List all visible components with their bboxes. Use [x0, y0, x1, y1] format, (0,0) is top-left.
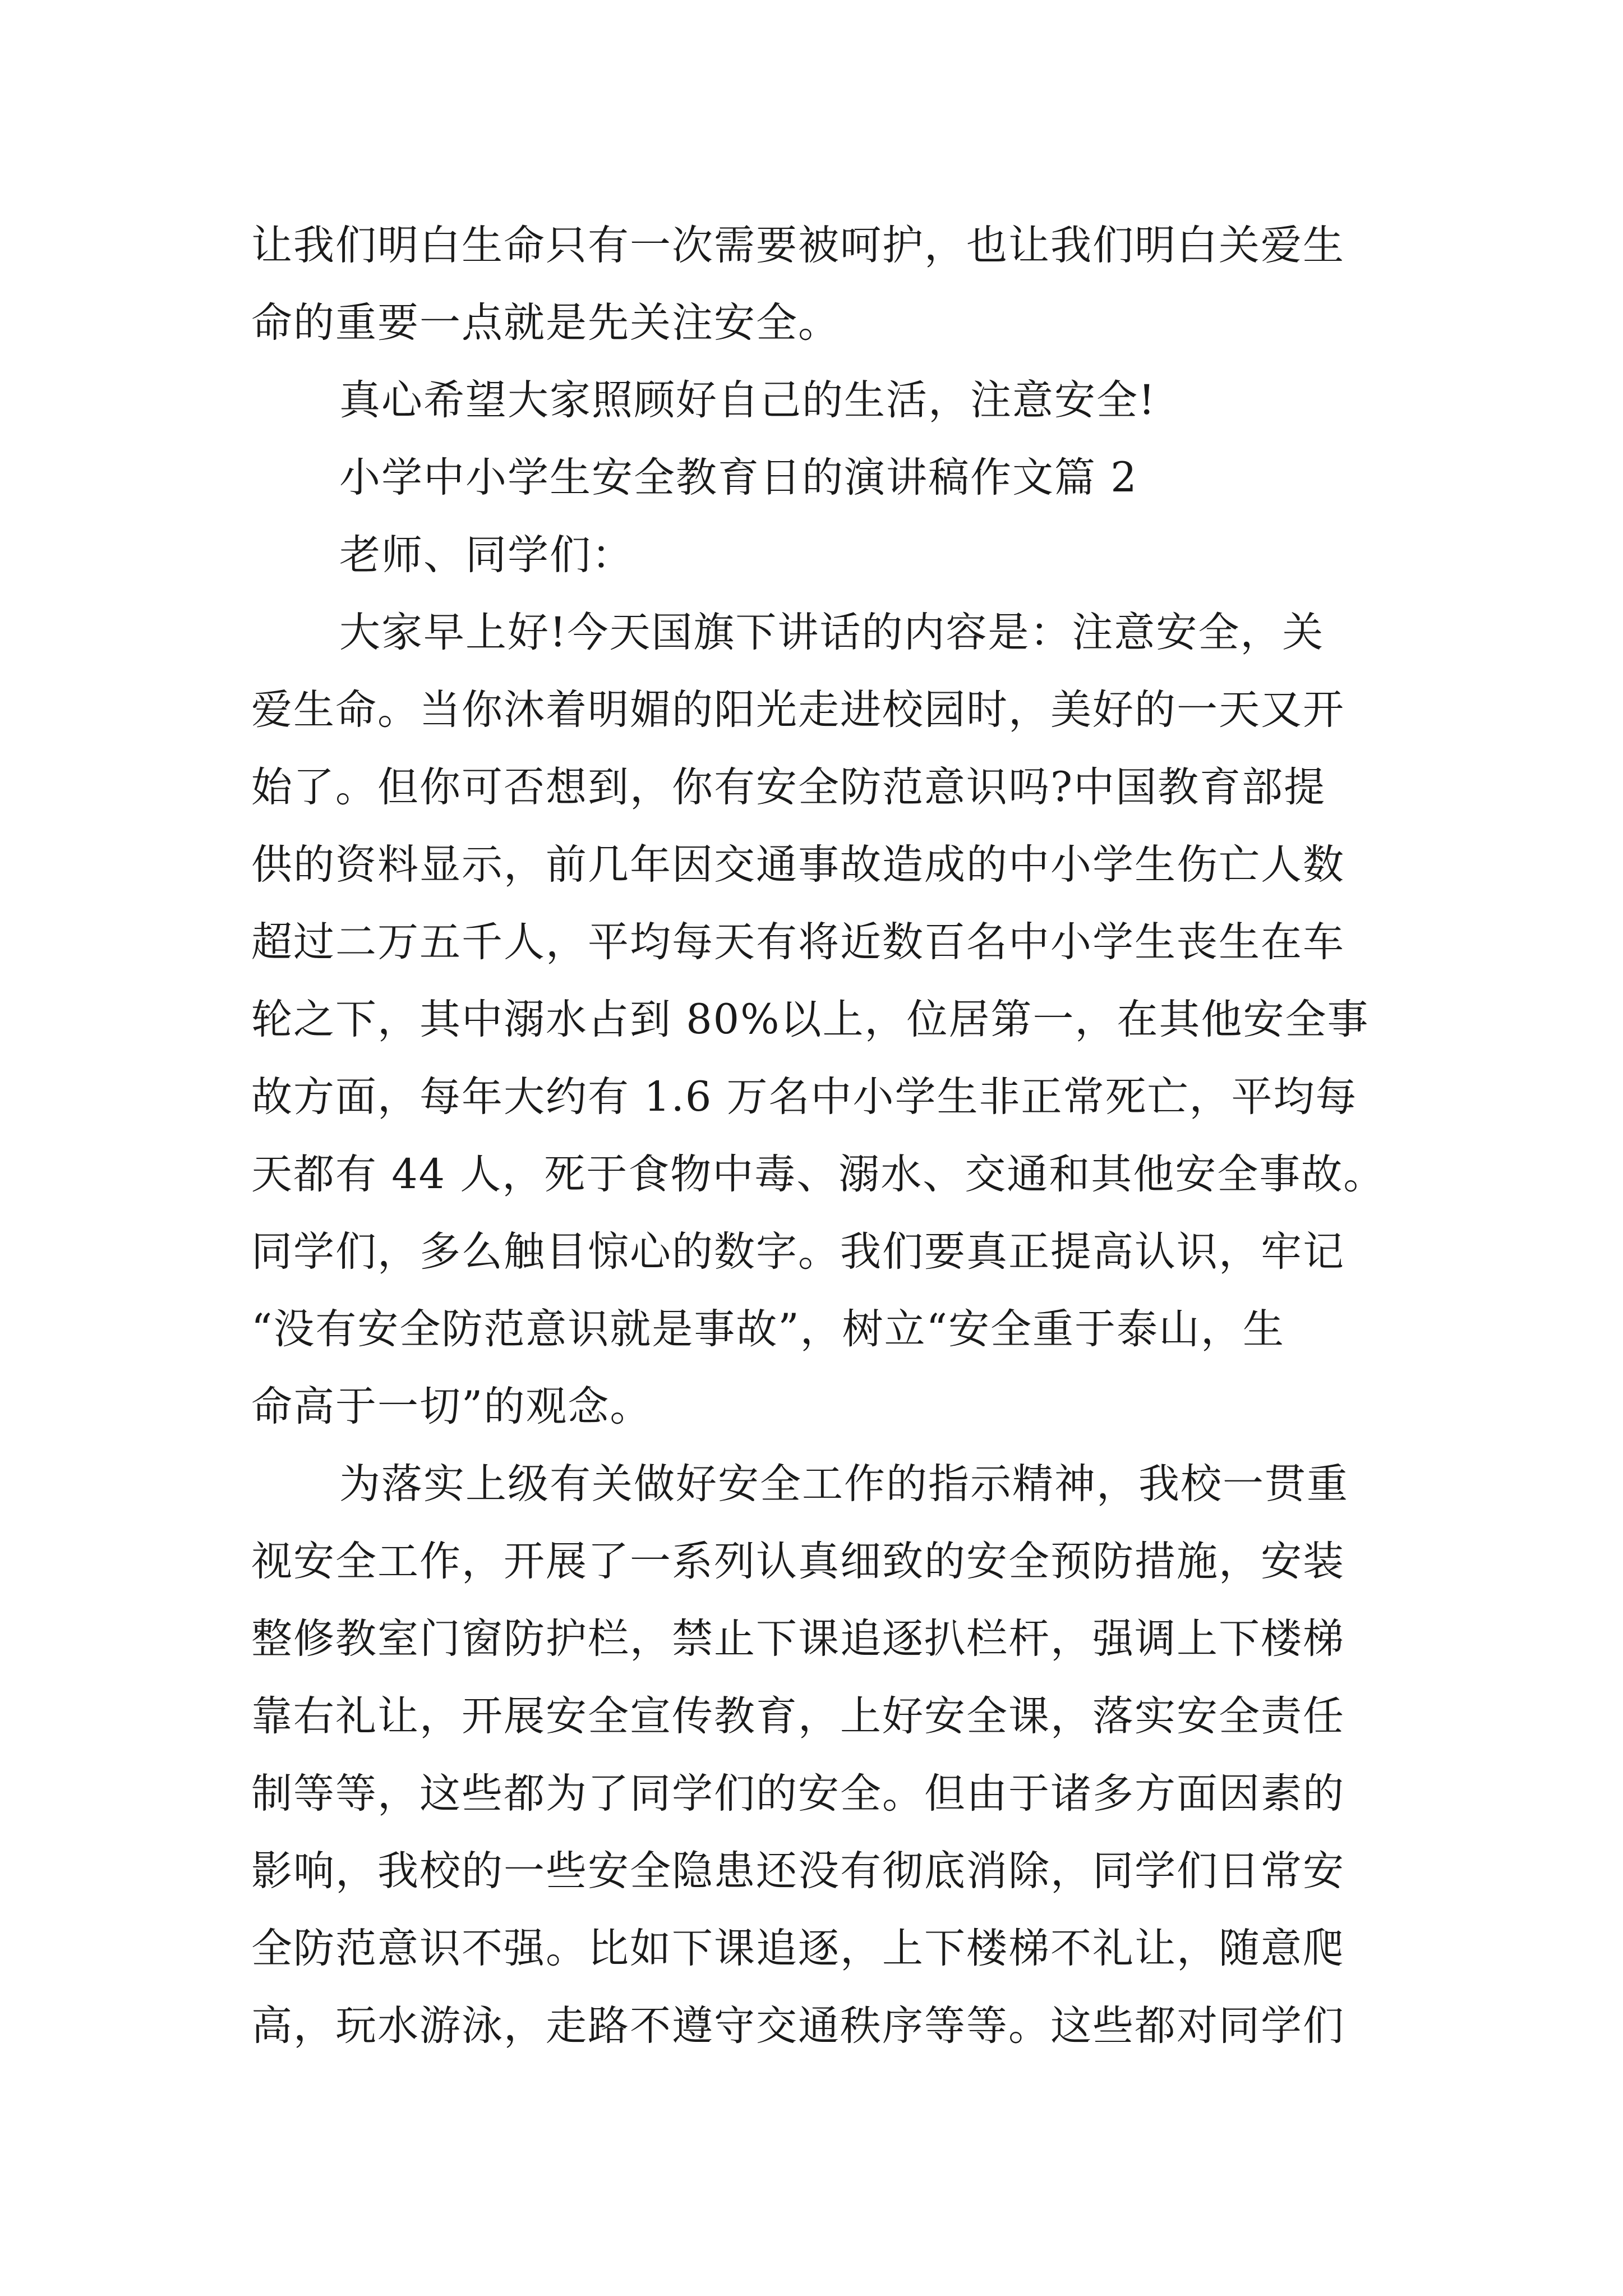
salutation: 老师、同学们： [339, 531, 634, 579]
text-line-6: 大家早上好!今天国旗下讲话的内容是：注意安全，关 [339, 609, 1325, 656]
text-line-8: 始了。但你可否想到，你有安全防范意识吗?中国教育部提 [251, 763, 1326, 811]
text-line-10: 超过二万五千人，平均每天有将近数百名中小学生丧生在车 [251, 918, 1345, 966]
text-line-20: 靠右礼让，开展安全宣传教育，上好安全课，落实安全责任 [251, 1692, 1345, 1740]
text-line-1: 让我们明白生命只有一次需要被呵护，也让我们明白关爱生 [251, 222, 1345, 269]
text-line-18: 视安全工作，开展了一系列认真细致的安全预防措施，安装 [251, 1538, 1345, 1585]
text-line-17: 为落实上级有关做好安全工作的指示精神，我校一贯重 [339, 1460, 1349, 1508]
text-line-21: 制等等，这些都为了同学们的安全。但由于诸多方面因素的 [251, 1770, 1345, 1818]
text-line-14: 同学们，多么触目惊心的数字。我们要真正提高认识，牢记 [251, 1228, 1345, 1276]
text-line-7: 爱生命。当你沐着明媚的阳光走进校园时，美好的一天又开 [251, 686, 1345, 734]
text-line-11: 轮之下，其中溺水占到 80%以上，位居第一，在其他安全事 [251, 996, 1370, 1043]
text-line-16: 命高于一切”的观念。 [251, 1383, 652, 1430]
text-line-23: 全防范意识不强。比如下课追逐，上下楼梯不礼让，随意爬 [251, 1925, 1345, 1972]
text-line-22: 影响，我校的一些安全隐患还没有彻底消除，同学们日常安 [251, 1847, 1345, 1895]
text-line-13: 天都有 44 人，死于食物中毒、溺水、交通和其他安全事故。 [251, 1151, 1386, 1198]
text-line-12: 故方面，每年大约有 1.6 万名中小学生非正常死亡，平均每 [251, 1073, 1358, 1121]
section-heading: 小学中小学生安全教育日的演讲稿作文篇 2 [339, 454, 1138, 501]
text-line-19: 整修教室门窗防护栏，禁止下课追逐扒栏杆，强调上下楼梯 [251, 1615, 1345, 1663]
text-line-9: 供的资料显示，前几年因交通事故造成的中小学生伤亡人数 [251, 841, 1345, 889]
text-line-2: 命的重要一点就是先关注安全。 [251, 299, 840, 347]
text-line-15: “没有安全防范意识就是事故”，树立“安全重于泰山，生 [251, 1305, 1285, 1353]
text-line-24: 高，玩水游泳，走路不遵守交通秩序等等。这些都对同学们 [251, 2002, 1345, 2050]
text-line-3: 真心希望大家照顾好自己的生活，注意安全! [339, 376, 1156, 424]
